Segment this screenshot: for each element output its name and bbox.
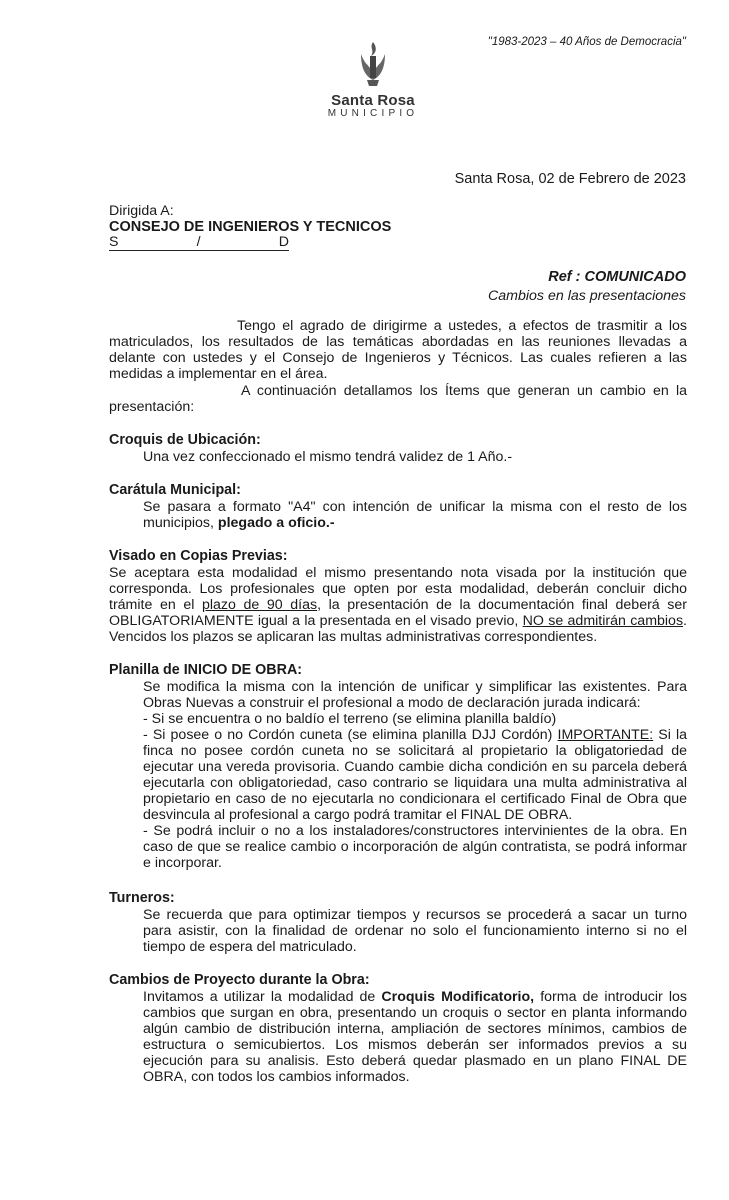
addressee-council: CONSEJO DE INGENIEROS Y TECNICOS: [109, 219, 392, 235]
section-body: Una vez confeccionado el mismo tendrá validez de 1 Año.-: [143, 449, 513, 465]
motto-text: "1983-2023 – 40 Años de Democracia": [487, 36, 686, 48]
section-title: Carátula Municipal:: [109, 482, 241, 498]
caratula-bold-text: plegado a oficio.-: [213, 515, 335, 531]
section-croquis: [109, 432, 687, 465]
section-title: Turneros:: [109, 890, 175, 906]
section-body: Se recuerda que para optimizar tiempos y recursos se procederá a sacar un turno para asistir, con la finalidad de ordenar no solo el funcionamiento interno si no el tiempo de espera del matriculado.: [143, 907, 687, 955]
cambios-text-1: Invitamos a utilizar la modalidad de: [143, 989, 382, 1005]
section-title: Croquis de Ubicación:: [109, 432, 261, 448]
cambios-text-2: forma de introducir los cambios que surgan en obra, presentando un croquis o sector en planta informando algún cambio de distribución interna, ampliación de sectores mínimos, cambios de estructura o semicubiertos. Los mismos deberán ser informados previos a su ejecución para su analisis. Esto deberá quedar plasmado en un plano FINAL DE OBRA, con todos los cambios informados.: [143, 989, 687, 1085]
s-d-line: [109, 235, 289, 251]
planilla-paragraph-1: Se modifica la misma con la intención de unificar y simplificar las existentes. Para Obras Nuevas a construir el profesional a modo de declaración jurada indicará:: [143, 679, 687, 711]
visado-text-3: . Vencidos los plazos se aplicaran las multas administrativas correspondientes.: [109, 613, 687, 645]
reference-title: Ref : COMUNICADO: [548, 269, 686, 285]
intro-section: [109, 318, 687, 415]
logo-name: Santa Rosa: [331, 92, 415, 109]
section-body: [109, 565, 687, 645]
section-title: Visado en Copias Previas:: [109, 548, 288, 564]
section-planilla: [109, 662, 687, 871]
cambios-bold: Croquis Modificatorio,: [381, 989, 535, 1005]
planilla-paragraph-4: - Se podrá incluir o no a los instaladores/constructores intervinientes de la obra. En caso de que se realice cambio o incorporación de algún contratista, se podrá informar e incorporar.: [143, 823, 687, 871]
date-line: Santa Rosa, 02 de Febrero de 2023: [454, 171, 686, 187]
planilla-text-3b: Si la finca no posee cordón cuneta no se solicitará al propietario la obligatoriedad de ejecutar una vereda provisoria. Cuando cambie dicha condición en su parcela deberá ejecutarla con obligatoriedad, caso contrario se liquidara una multa administrativa al propietario en caso de no ejecutarla no condicionara el certificado Final de Obra que desvincula al profesional a cargo podrá tramitar el FINAL DE OBRA.: [143, 727, 687, 823]
municipality-logo: [318, 40, 428, 119]
slash-mark: /: [196, 234, 201, 250]
addressee-label: Dirigida A:: [109, 203, 174, 219]
visado-underlined-2: NO se admitirán cambios: [522, 613, 684, 629]
planilla-paragraph-2: - Si se encuentra o no baldío el terreno (se elimina planilla baldío): [143, 711, 557, 727]
s-letter: S: [109, 234, 119, 250]
section-body: [109, 989, 687, 1085]
section-caratula: [109, 482, 687, 531]
section-title: Cambios de Proyecto durante la Obra:: [109, 972, 370, 988]
intro-paragraph-2: A continuación detallamos los Ítems que generan un cambio en la presentación:: [109, 383, 687, 415]
reference-block: [488, 268, 686, 306]
torch-emblem-icon: [355, 40, 391, 90]
planilla-text-3a: - Si posee o no Cordón cuneta (se elimina planilla DJJ Cordón): [143, 727, 558, 743]
visado-text-2: , la presentación de la documentación final deberá ser OBLIGATORIAMENTE igual a la presentada en el visado previo,: [109, 597, 688, 629]
section-body: [109, 499, 687, 531]
d-letter: D: [278, 234, 289, 250]
section-turneros: [109, 890, 687, 955]
section-visado: [109, 548, 687, 645]
caratula-text: Se pasara a formato "A4" con intención de unificar la misma con el resto de los municipios,: [143, 499, 687, 531]
intro-paragraph-1: Tengo el agrado de dirigirme a ustedes, a efectos de trasmitir a los matriculados, los resultados de las temáticas abordadas en las reuniones llevadas a delante con ustedes y el Consejo de Ingenieros y Técnicos. Las cuales refieren a las medidas a implementar en el área.: [109, 318, 687, 382]
visado-underlined-1: plazo de 90 días: [201, 597, 318, 613]
logo-subtitle: MUNICIPIO: [327, 108, 419, 119]
visado-text-1: Se aceptara esta modalidad el mismo presentando nota visada por la institución que corresponda. Los profesionales que opten por esta modalidad, deberán concluir dicho trámite en el: [109, 565, 687, 613]
section-body: [109, 679, 687, 871]
addressee-block: [109, 203, 391, 251]
section-cambios: [109, 972, 687, 1085]
planilla-important: IMPORTANTE:: [557, 727, 654, 743]
reference-subject: Cambios en las presentaciones: [488, 288, 686, 304]
section-title: Planilla de INICIO DE OBRA:: [109, 662, 303, 678]
planilla-paragraph-3: [143, 727, 687, 823]
